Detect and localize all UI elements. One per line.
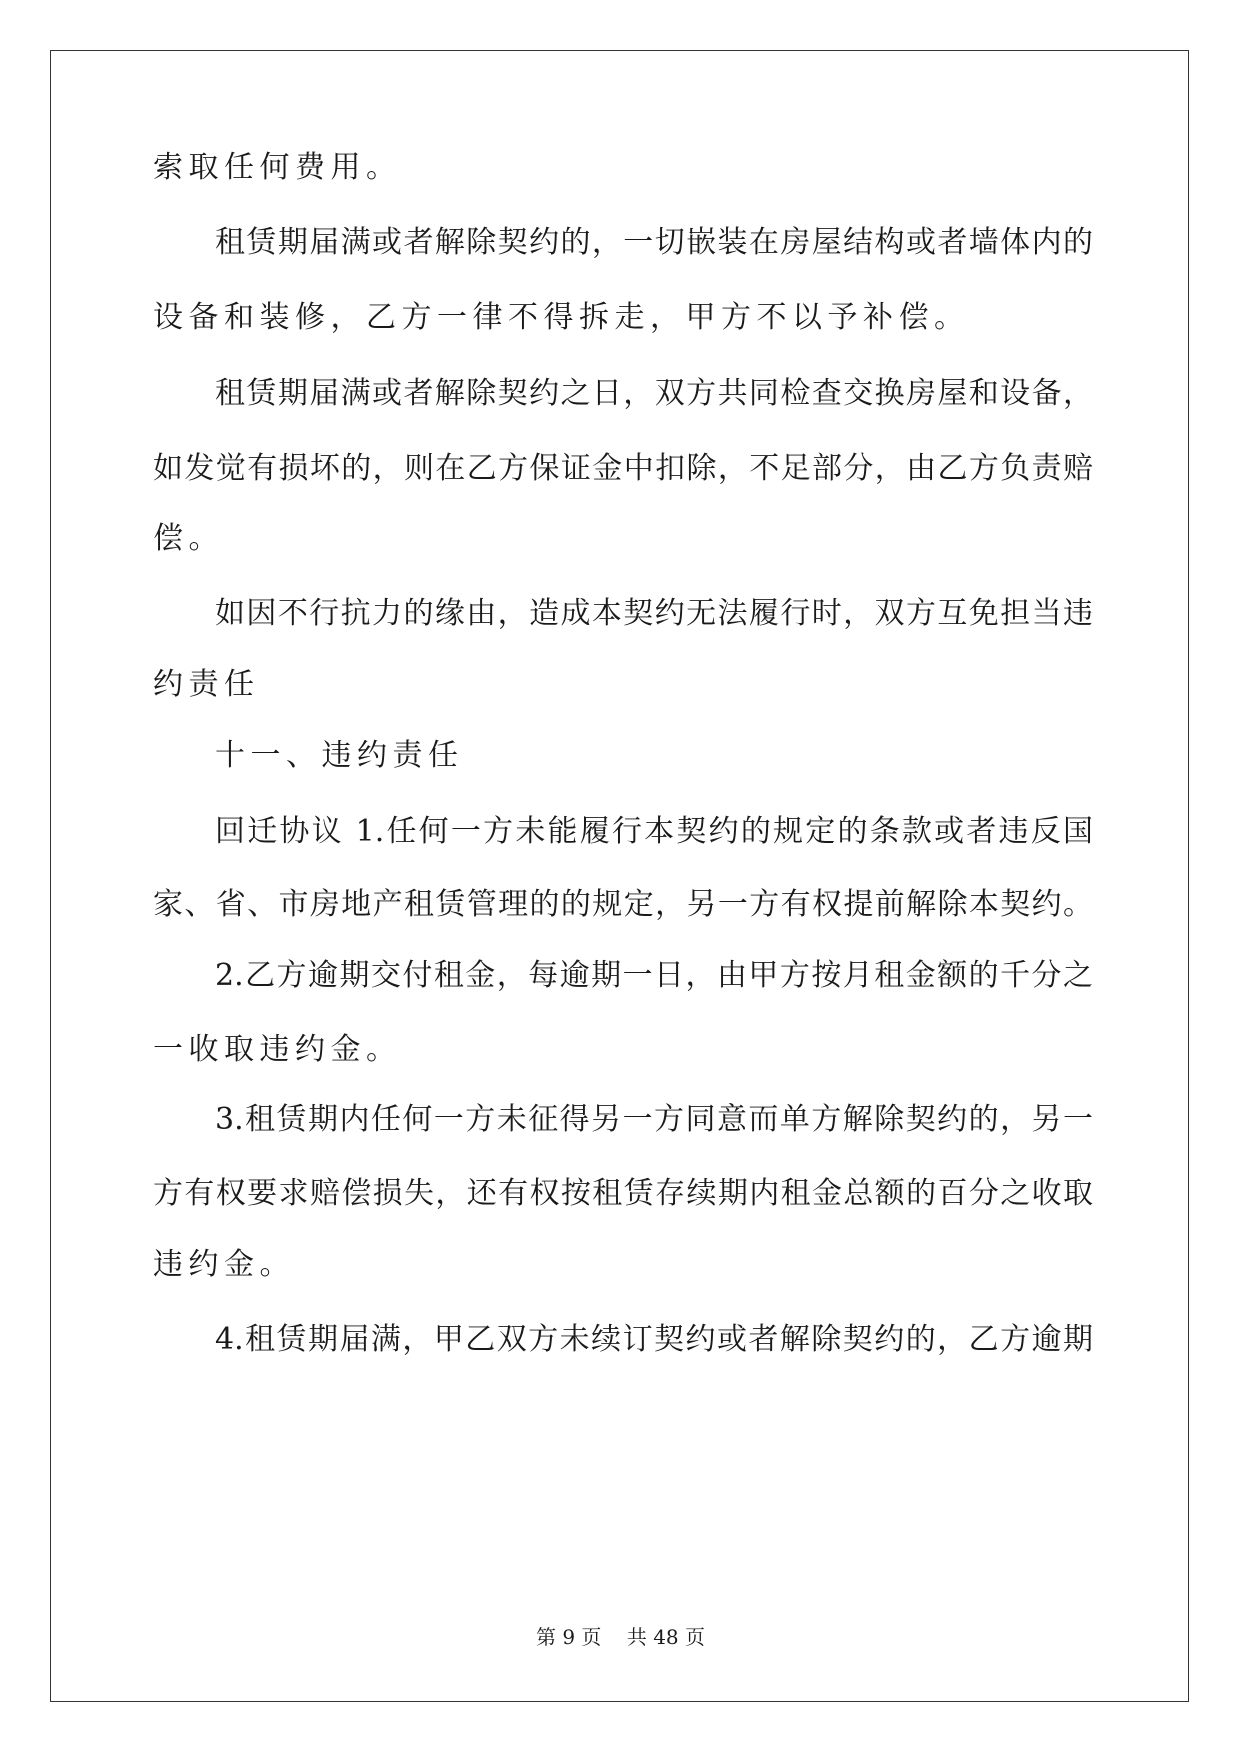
text-line: 偿。 bbox=[153, 521, 224, 556]
section-heading: 十一、违约责任 bbox=[215, 738, 464, 773]
text-line: 租赁期届满或者解除契约的，一切嵌装在房屋结构或者墙体内的 bbox=[215, 225, 1093, 260]
text-line: 方有权要求赔偿损失，还有权按租赁存续期内租金总额的百分之收取 bbox=[153, 1176, 1093, 1211]
text-line: 3.租赁期内任何一方未征得另一方同意而单方解除契约的，另一 bbox=[215, 1102, 1093, 1137]
text-line: 2.乙方逾期交付租金，每逾期一日，由甲方按月租金额的千分之 bbox=[215, 958, 1093, 993]
text-line: 约责任 bbox=[153, 667, 260, 702]
text-line: 如因不行抗力的缘由，造成本契约无法履行时，双方互免担当违 bbox=[215, 596, 1093, 631]
text-line: 设备和装修，乙方一律不得拆走，甲方不以予补偿。 bbox=[153, 300, 970, 335]
page-number-footer: 第 9 页 共 48 页 bbox=[535, 1625, 706, 1649]
text-line: 违约金。 bbox=[153, 1247, 295, 1282]
text-line: 4.租赁期届满，甲乙双方未续订契约或者解除契约的，乙方逾期 bbox=[215, 1322, 1093, 1357]
text-line: 租赁期届满或者解除契约之日，双方共同检查交换房屋和设备， bbox=[215, 376, 1093, 411]
text-line: 家、省、市房地产租赁管理的的规定，另一方有权提前解除本契约。 bbox=[153, 887, 1093, 922]
text-line: 索取任何费用。 bbox=[153, 150, 402, 185]
text-line: 回迁协议 1.任何一方未能履行本契约的规定的条款或者违反国 bbox=[215, 814, 1093, 849]
text-line: 一收取违约金。 bbox=[153, 1032, 402, 1067]
text-line: 如发觉有损坏的，则在乙方保证金中扣除，不足部分，由乙方负责赔 bbox=[153, 451, 1093, 486]
